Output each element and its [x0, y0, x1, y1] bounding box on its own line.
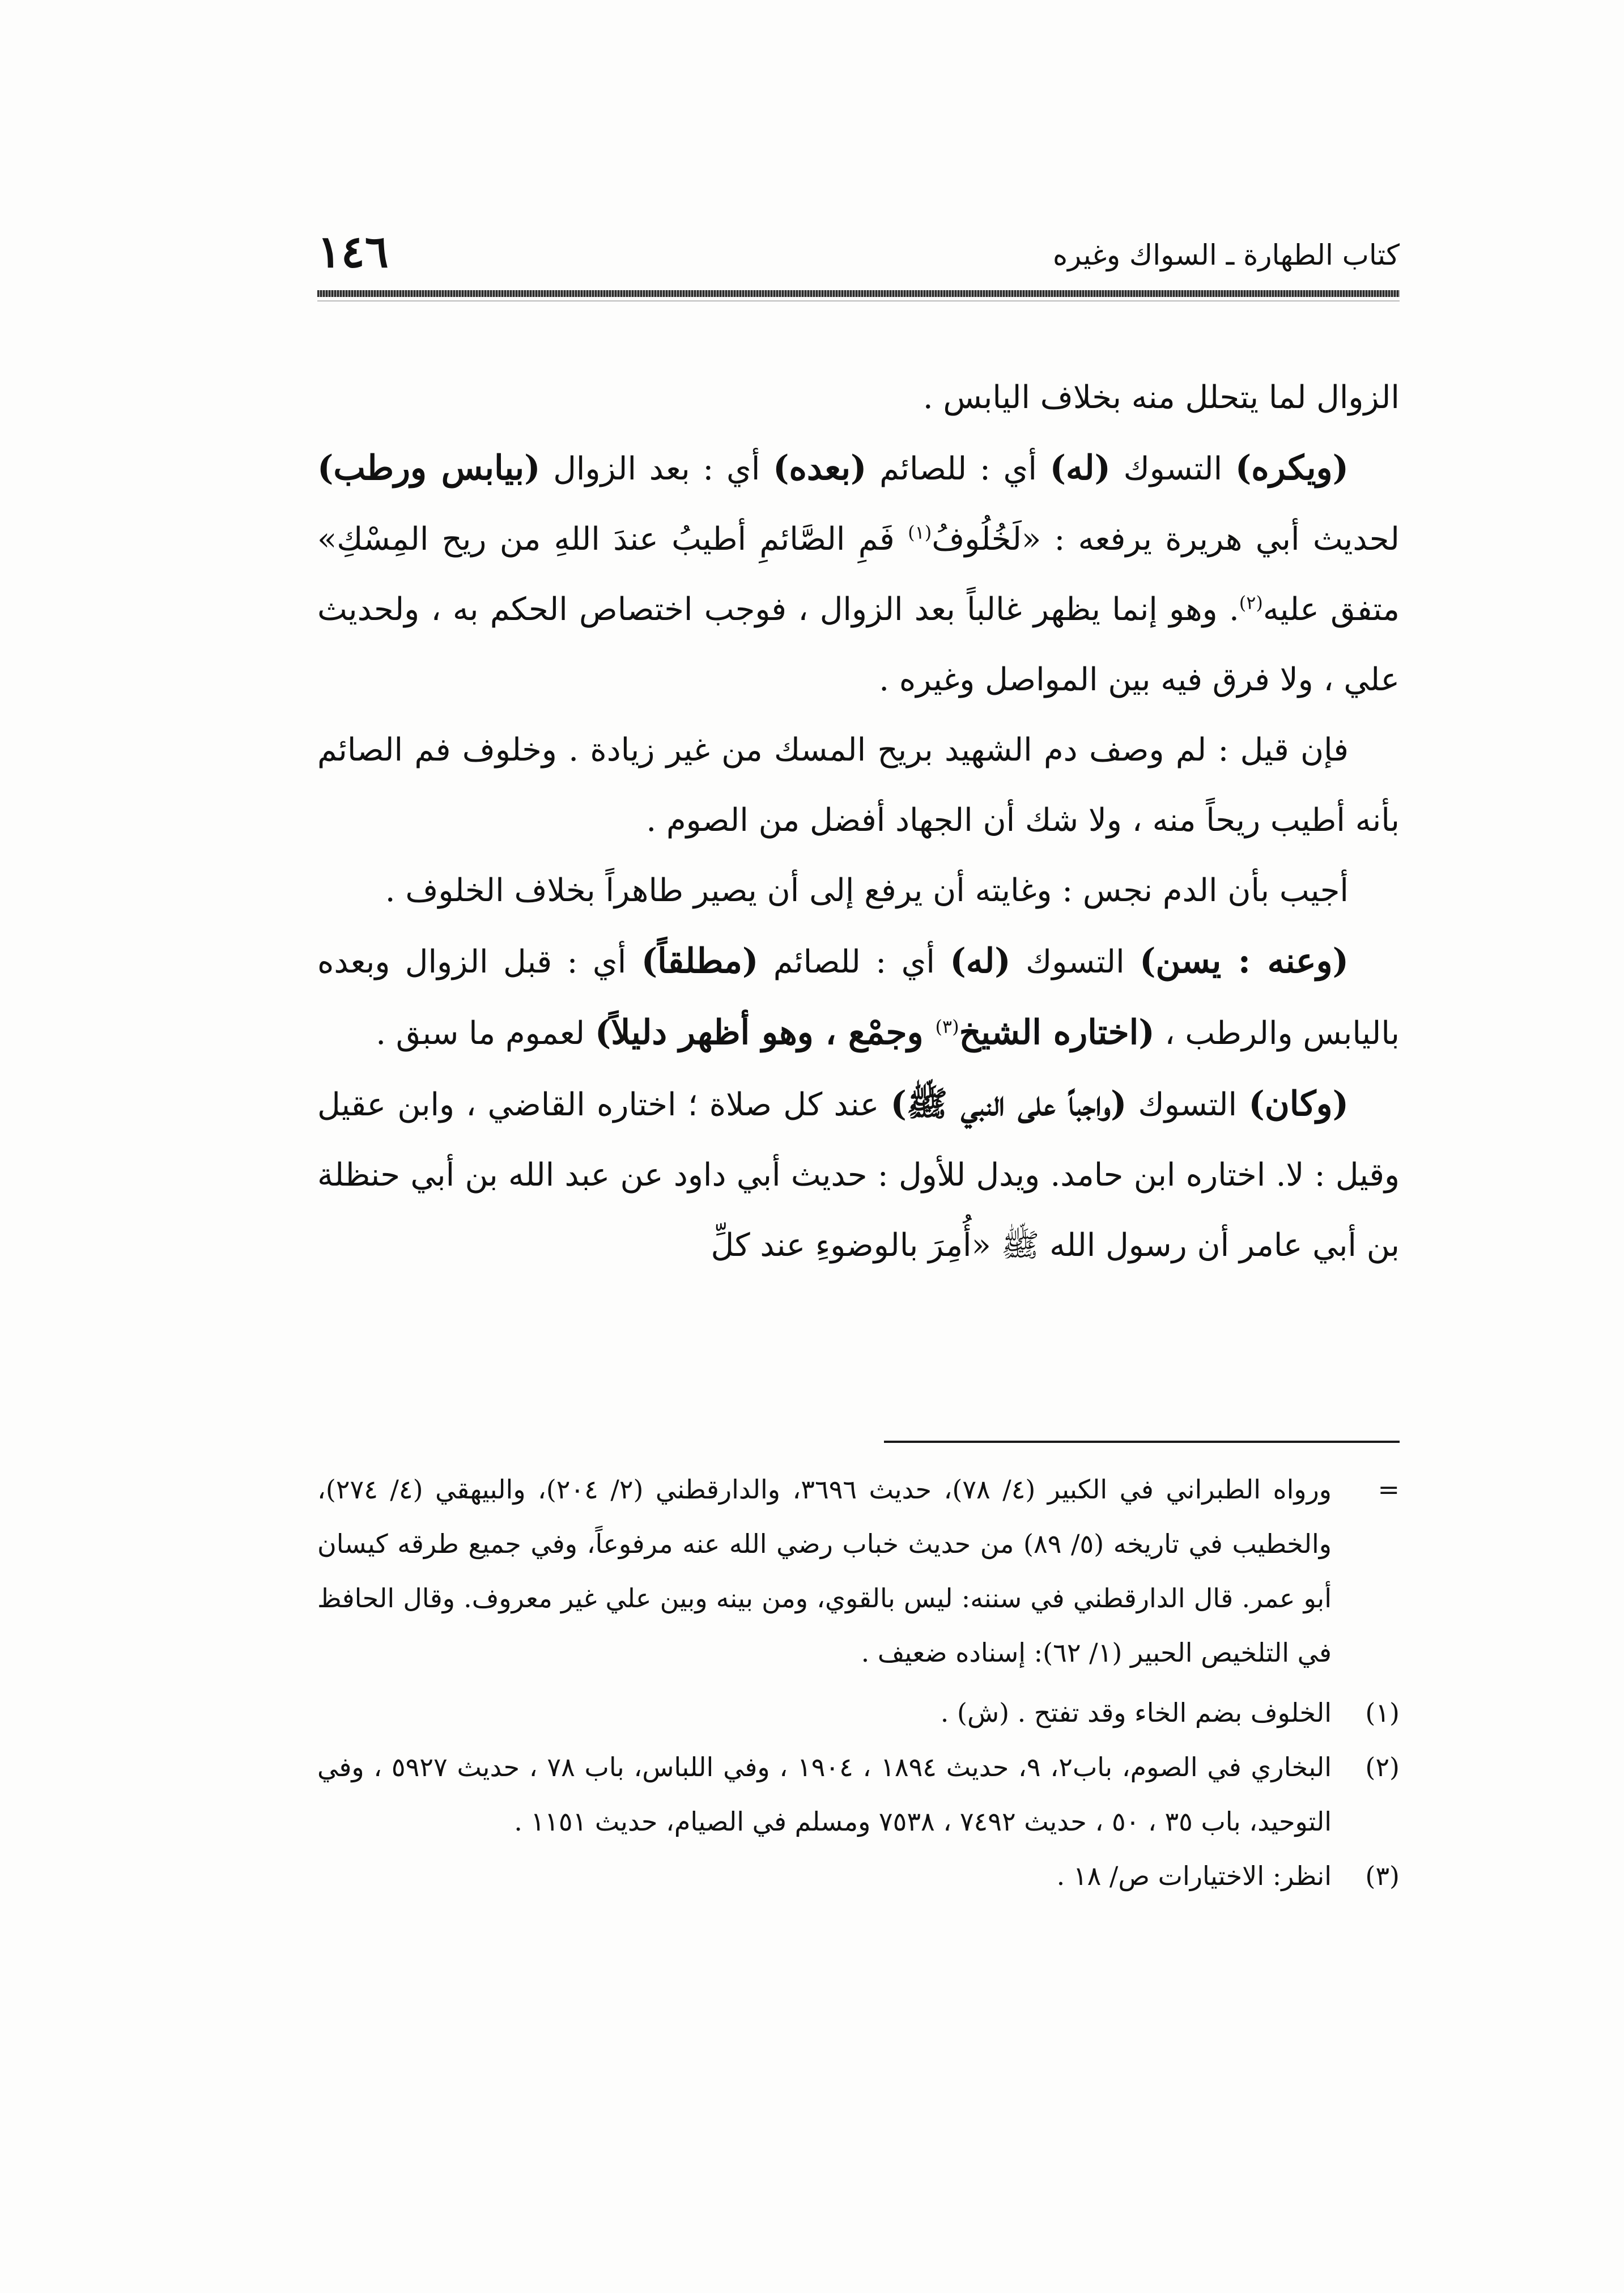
paragraph-2: [317, 433, 1400, 715]
matn-phrase: (بيابس ورطب): [317, 448, 541, 488]
footnote-ref: (١): [908, 521, 932, 543]
footnote-number: (٢): [1365, 1752, 1400, 1782]
footnote-separator: [884, 1441, 1400, 1443]
matn-phrase: (اختاره الشيخ: [959, 1013, 1155, 1052]
matn-phrase: (مطلقاً): [641, 941, 759, 981]
main-text: [317, 363, 1400, 1281]
sharh-text: لحديث أبي هريرة يرفعه : «لَخُلُوفُ: [932, 521, 1400, 558]
footnotes: [317, 1462, 1400, 1903]
matn-phrase: (له): [1049, 448, 1111, 488]
footnote-continued: [317, 1462, 1400, 1680]
sharh-text: . وهو إنما يظهر غالباً بعد الزوال ، فوجب اختصاص الحكم به ، ولحديث علي ، ولا فرق فيه بين المواصل وغيره .: [317, 591, 1400, 698]
footnote-text: انظر: الاختيارات ص/ ١٨ .: [1056, 1861, 1332, 1891]
matn-phrase: (بعده): [773, 448, 867, 488]
continuation-mark: =: [1378, 1474, 1400, 1505]
footnote-text: الخلوف بضم الخاء وقد تفتح . (ش) .: [940, 1697, 1332, 1728]
matn-phrase: (ويكره): [1235, 448, 1349, 488]
page-number: ١٤٦: [317, 226, 389, 278]
sharh-text: فَمِ الصَّائمِ أطيبُ عندَ اللهِ من ريح المِسْكِ» متفق عليه: [317, 521, 1400, 628]
sharh-text: عند كل صلاة ؛ اختاره القاضي ، وابن عقيل وقيل : لا. اختاره ابن حامد. ويدل للأول : حديث أبي داود عن عبد الله بن أبي حنظلة بن أبي عامر أن رسول الله ﷺ «أُمِرَ بالوضوءِ عند كلِّ: [317, 1086, 1400, 1264]
footnote-3: [317, 1849, 1400, 1903]
matn-phrase: (وعنه : يسن): [1140, 941, 1349, 981]
paragraph-3: فإن قيل : لم وصف دم الشهيد بريح المسك من غير زيادة . وخلوف فم الصائم بأنه أطيب ريحاً منه ، ولا شك أن الجهاد أفضل من الصوم .: [317, 732, 1400, 839]
footnote-number: (٣): [1365, 1861, 1400, 1891]
footnote-ref: (٢): [1239, 592, 1263, 614]
sharh-text: أي : للصائم: [758, 944, 950, 980]
footnote-text: ورواه الطبراني في الكبير (٤/ ٧٨)، حديث ٣٦٩٦، والدارقطني (٢/ ٢٠٤)، والبيهقي (٤/ ٢٧٤)، والخطيب في تاريخه (٥/ ٨٩) من حديث خباب رضي الله عنه مرفوعاً، وفي جميع طرقه كيسان أبو عمر. قال الدارقطني في سننه: ليس بالقوي، ومن بينه وبين علي غير معروف. وقال الحافظ في التلخيص الحبير (١/ ٦٢): إسناده ضعيف .: [317, 1474, 1332, 1668]
paragraph-4: أجيب بأن الدم نجس : وغايته أن يرفع إلى أن يصير طاهراً بخلاف الخلوف .: [385, 872, 1349, 909]
running-title: كتاب الطهارة ـ السواك وغيره: [1052, 239, 1400, 271]
footnote-ref: (٣): [935, 1016, 959, 1038]
footnote-number: (١): [1365, 1697, 1400, 1728]
sharh-text: أي : للصائم: [866, 451, 1050, 487]
footnote-text: البخاري في الصوم، باب٢، ٩، حديث ١٨٩٤ ، ١٩٠٤ ، وفي اللباس، باب ٧٨ ، حديث ٥٩٢٧ ، وفي التوحيد، باب ٣٥ ، ٥٠ ، حديث ٧٤٩٢ ، ٧٥٣٨ ومسلم في الصيام، حديث ١١٥١ .: [317, 1752, 1332, 1837]
paragraph-6: [317, 1069, 1400, 1281]
sharh-text: التسوك: [1110, 451, 1235, 487]
header-rule-thin: [317, 300, 1400, 302]
footnote-2: [317, 1740, 1400, 1849]
sharh-text: أي : بعد الزوال: [540, 451, 773, 487]
sharh-text: أي : قبل الزوال وبعده باليابس والرطب ،: [317, 944, 1400, 1052]
paragraph-1: الزوال لما يتحلل منه بخلاف اليابس .: [922, 379, 1400, 416]
sharh-text: التسوك: [1010, 944, 1140, 980]
header-rule: [317, 290, 1400, 297]
matn-phrase: (وكان): [1248, 1084, 1349, 1124]
running-header: [317, 224, 1400, 281]
matn-phrase: (له): [950, 941, 1011, 981]
footnote-1: [317, 1685, 1400, 1740]
matn-phrase: وجمْع ، وهو أظهر دليلاً): [594, 1013, 936, 1052]
sharh-text: التسوك: [1126, 1086, 1249, 1123]
paragraph-5: [317, 926, 1400, 1069]
sharh-text: لعموم ما سبق .: [376, 1015, 595, 1052]
matn-phrase: (واجباً على النبي ﷺ): [890, 1084, 1127, 1124]
